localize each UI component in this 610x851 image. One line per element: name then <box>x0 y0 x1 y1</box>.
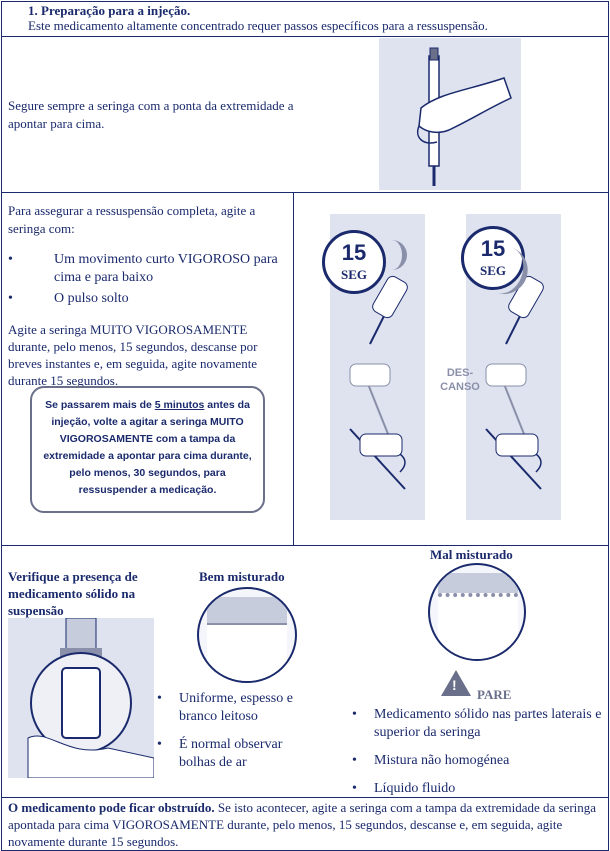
divider <box>293 192 294 545</box>
hand-syringe-icon <box>379 38 521 190</box>
good-title: Bem misturado <box>199 569 285 584</box>
shake-intro: Para assegurar a ressuspensão completa, agite a seringa com: <box>8 203 256 236</box>
footer-warning <box>8 799 604 850</box>
list-item: • O pulso solto <box>8 290 288 308</box>
stop-label: PARE <box>477 687 512 702</box>
note-text: antes da injeção, volte a agitar a seringa MUITO VIGOROSAMENTE com a tampa da extremidade a apontar para cima durante, pelo menos, 30 segundos, para ressuspender a medicação. <box>43 399 252 496</box>
syringe-top <box>207 597 287 623</box>
footer-bold: O medicamento pode ficar obstruído. <box>8 800 215 815</box>
note-text: Se passarem mais de <box>45 399 155 411</box>
list-item: • Mistura não homogénea <box>352 752 602 770</box>
bad-bullets <box>352 706 602 798</box>
timer-icon <box>322 230 386 294</box>
section-heading: 1. Preparação para a injeção. <box>28 3 191 18</box>
bad-title: Mal misturado <box>430 547 513 562</box>
list-item: • É normal observar bolhas de ar <box>157 736 317 772</box>
timer-unit: SEG <box>479 263 506 278</box>
divider <box>1 36 609 37</box>
divider <box>1 192 609 193</box>
list-item: • Líquido fluido <box>352 780 602 798</box>
list-item: • Um movimento curto VIGOROSO para cima e para baixo <box>8 251 288 287</box>
timer-unit: SEG <box>340 267 367 282</box>
rest-label-line: CANSO <box>440 381 480 393</box>
list-item: • Uniforme, espesso e branco leitoso <box>157 690 317 726</box>
good-bullets <box>157 690 317 772</box>
timing-note-box <box>30 386 265 513</box>
syringe-top <box>438 573 518 593</box>
shake-bullets <box>8 251 288 308</box>
timer-number: 15 <box>341 240 367 265</box>
list-item: • Medicamento sólido nas partes laterais e superior da seringa <box>352 706 602 742</box>
divider <box>1 797 609 798</box>
footer-text: Se isto acontecer, agite a seringa com a tampa da extremidade da seringa apontada para cima VIGOROSAMENTE durante, pelo menos, 15 segundos, descanse e, em seguida, agite novamente durante 15 segundos. <box>8 800 597 849</box>
note-emphasis: 5 minutos <box>154 399 205 411</box>
timer-number: 15 <box>480 236 506 261</box>
warning-exclamation: ! <box>452 677 457 693</box>
hold-instruction: Segure sempre a seringa com a ponta da extremidade a apontar para cima. <box>8 98 294 131</box>
bad-mix-magnifier <box>428 563 526 661</box>
rest-label-line: DES- <box>446 367 474 379</box>
good-mix-magnifier <box>197 587 297 683</box>
solid-residue <box>438 593 518 661</box>
shake-paragraph: Agite a seringa MUITO VIGOROSAMENTE durante, pelo menos, 15 segundos, descanse por breves instantes e, em seguida, agite novamente durante 15 segundos. <box>8 322 258 388</box>
check-title: Verifique a presença de medicamento sólido na suspensão <box>8 569 138 618</box>
syringe-magnifier-icon <box>8 618 154 778</box>
rest-label <box>430 366 490 394</box>
syringe-check-illustration <box>8 618 154 778</box>
section-intro: Este medicamento altamente concentrado requer passos específicos para a ressuspensão. <box>28 18 488 33</box>
divider <box>1 545 609 546</box>
hold-syringe-illustration <box>379 38 521 190</box>
milky-suspension <box>207 623 287 681</box>
